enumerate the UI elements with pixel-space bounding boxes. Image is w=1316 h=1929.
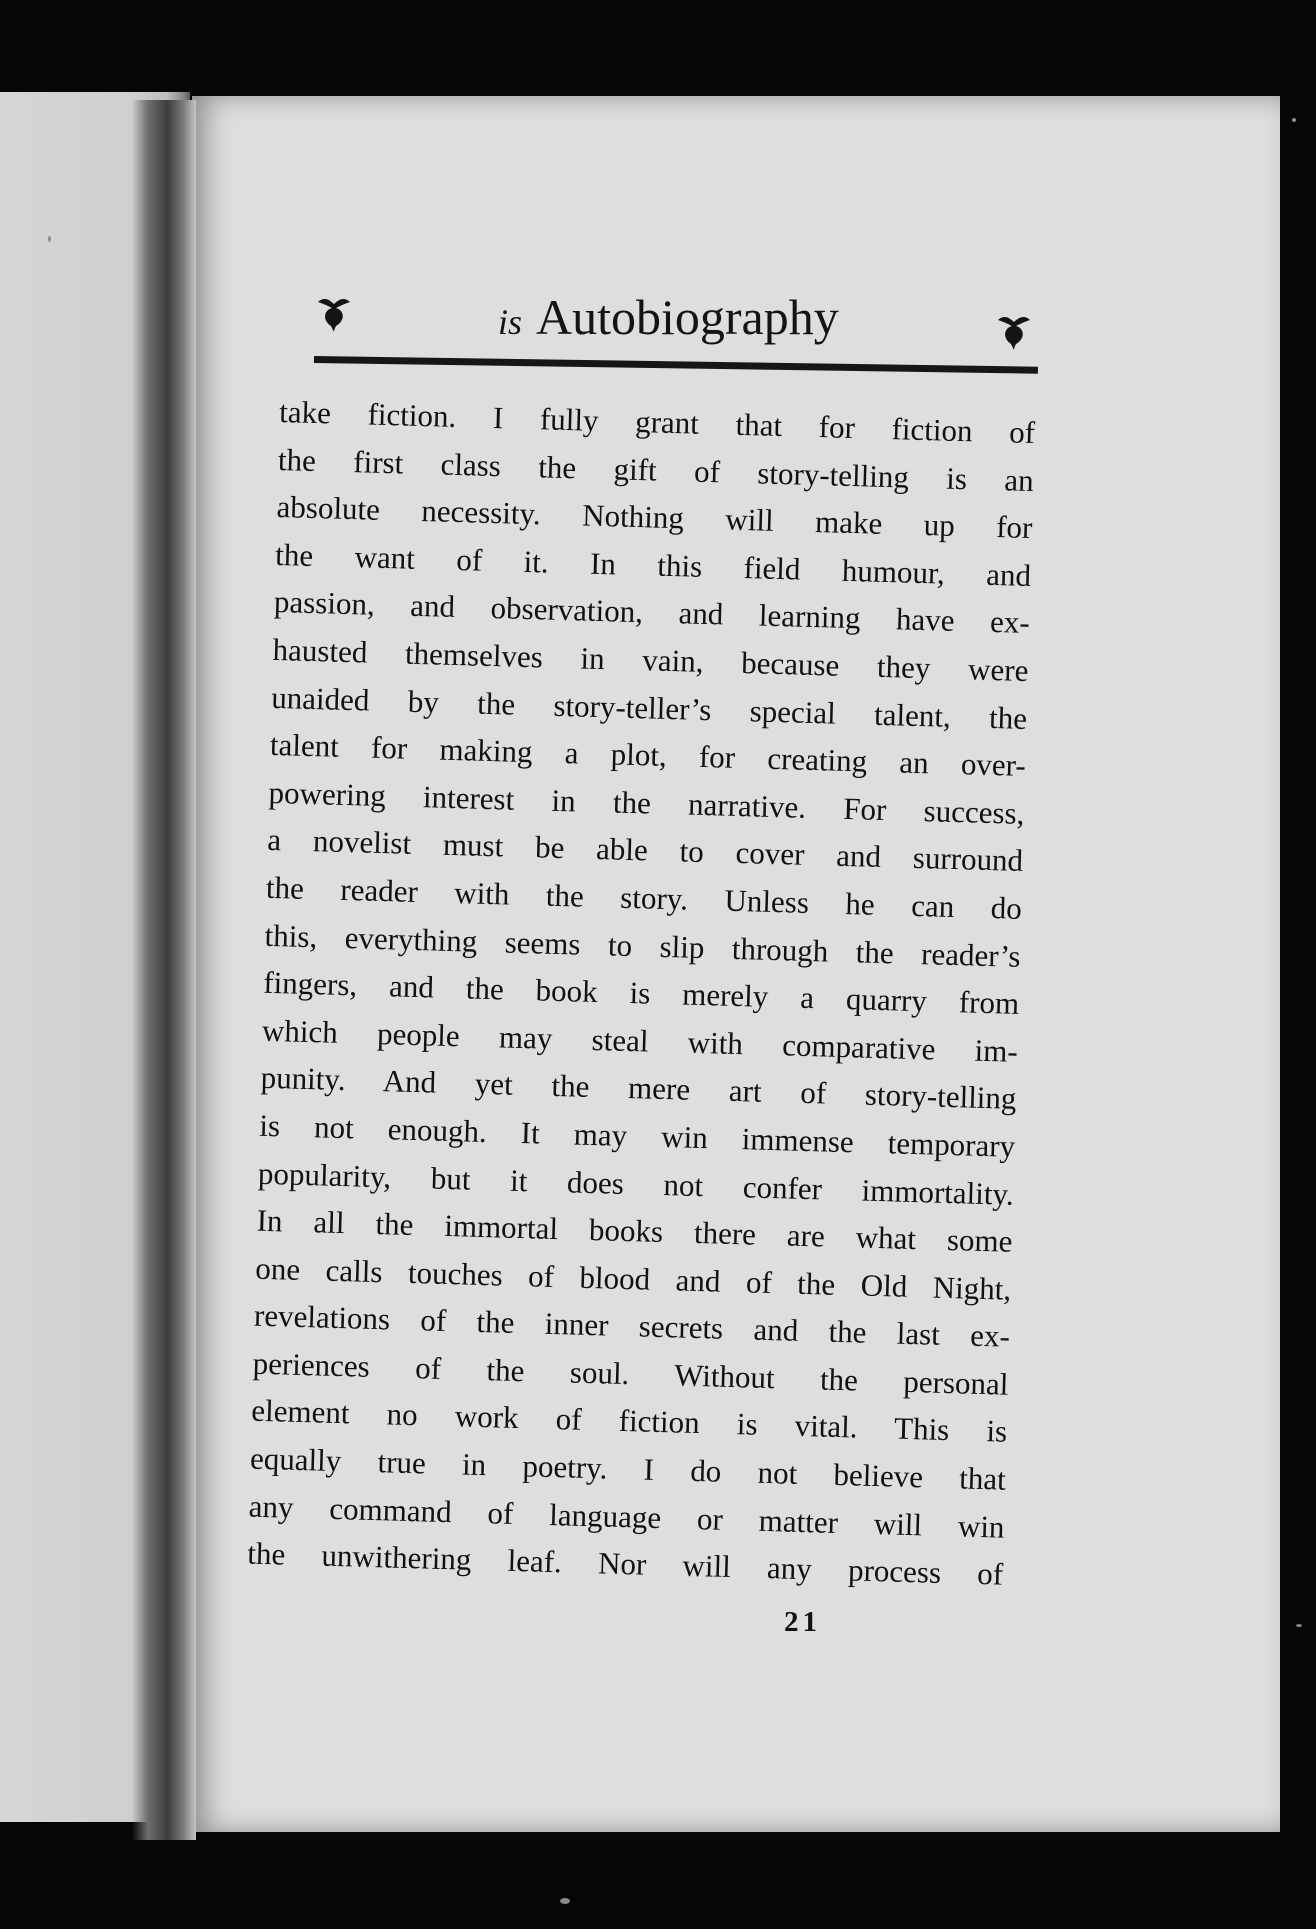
text-line: powering interest in the narrative. For success,: [268, 774, 1025, 831]
dust-speck: [560, 1898, 570, 1904]
text-line: talent for making a plot, for creating an over-: [269, 727, 1027, 784]
text-line: equally true in poetry. I do not believe that: [249, 1440, 1007, 1497]
text-line: revelations of the inner secrets and the last ex-: [253, 1297, 1011, 1355]
text-line: the reader with the story. Unless he can do: [265, 869, 1023, 926]
body-text: [247, 388, 1036, 1598]
leaf-fleuron-icon: [994, 312, 1034, 352]
text-line: element no work of fiction is vital. This is: [250, 1393, 1008, 1450]
text-line: take fiction. I fully grant that for fiction of: [278, 393, 1036, 451]
dust-speck: [1296, 1624, 1302, 1627]
dust-speck: [48, 236, 51, 242]
title-text: Autobiography: [536, 289, 839, 345]
text-line: one calls touches of blood and of the Old Night,: [254, 1250, 1012, 1307]
text-line: hausted themselves in vain, because they were: [272, 631, 1029, 688]
page-title: [498, 288, 839, 346]
text-line: periences of the soul. Without the personal: [252, 1345, 1009, 1402]
text-line: the want of it. In this field humour, and: [274, 536, 1032, 593]
text-line: is not enough. It may win immense temporary: [258, 1107, 1016, 1164]
text-line: this, everything seems to slip through the reader’s: [264, 917, 1021, 974]
dust-speck: [1292, 118, 1296, 122]
text-line: passion, and observation, and learning have ex-: [273, 584, 1031, 641]
text-line: unaided by the story-teller’s special talent, the: [270, 679, 1028, 736]
text-line: absolute necessity. Nothing will make up for: [276, 489, 1033, 546]
text-line: In all the immortal books there are what some: [256, 1202, 1013, 1259]
text-line: which people may steal with comparative im-: [261, 1012, 1019, 1069]
page-gutter: [132, 100, 196, 1840]
running-head: [300, 278, 1040, 348]
title-italic-word: is: [498, 302, 523, 342]
text-line: fingers, and the book is merely a quarry from: [262, 964, 1020, 1021]
text-line: any command of language or matter will win: [248, 1488, 1005, 1545]
text-line: punity. And yet the mere art of story-telling: [260, 1060, 1017, 1117]
leaf-fleuron-icon: [314, 294, 354, 334]
text-line: popularity, but it does not confer immortality.: [257, 1155, 1015, 1212]
page-number: 21: [784, 1606, 821, 1638]
text-line: the unwithering leaf. Nor will any process of: [246, 1535, 1004, 1592]
text-line: a novelist must be able to cover and surround: [266, 822, 1024, 879]
text-line: the first class the gift of story-telling is an: [277, 441, 1035, 498]
